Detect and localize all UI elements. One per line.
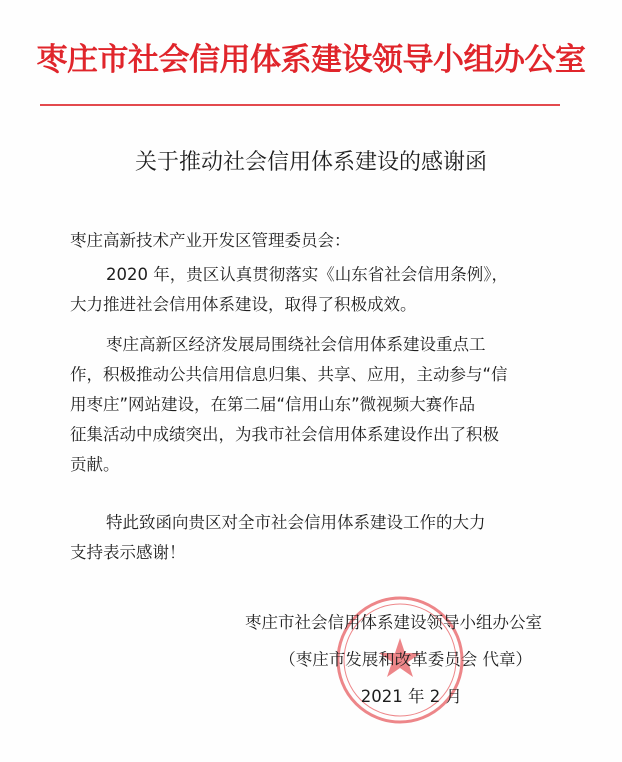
paragraph-line: 支持表示感谢！ [70,543,186,562]
paragraph-line: 作，积极推动公共信用信息归集、共享、应用，主动参与“信 [70,365,508,384]
paragraph-2 [70,330,560,480]
paragraph-line: 枣庄高新区经济发展局围绕社会信用体系建设重点工 [106,335,486,354]
salutation-line: 枣庄高新技术产业开发区管理委员会： [70,231,351,250]
paragraph-line: 特此致函向贵区对全市社会信用体系建设工作的大力 [106,513,486,532]
paragraph-3 [70,508,560,568]
signature-date: 2021 年 2 月 [360,687,462,706]
paragraph-1 [70,260,560,320]
letterhead-divider [40,104,560,106]
paragraph-line: 2020 年，贵区认真贯彻落实《山东省社会信用条例》， [106,265,508,284]
signature-issuer: 枣庄市社会信用体系建设领导小组办公室 [245,613,542,632]
paragraph-line: 贡献。 [70,455,120,474]
letter-title: 关于推动社会信用体系建设的感谢函 [134,150,487,175]
paragraph-line: 征集活动中成绩突出，为我市社会信用体系建设作出了积极 [70,425,499,444]
letterhead-title: 枣庄市社会信用体系建设领导小组办公室 [36,42,586,78]
paragraph-line: 大力推进社会信用体系建设，取得了积极成效。 [70,295,417,314]
signature-agent: （枣庄市发展和改革委员会 代章） [279,650,532,669]
salutation [70,226,560,256]
paragraph-line: 用枣庄”网站建设，在第二届“信用山东”微视频大赛作品 [70,395,476,414]
